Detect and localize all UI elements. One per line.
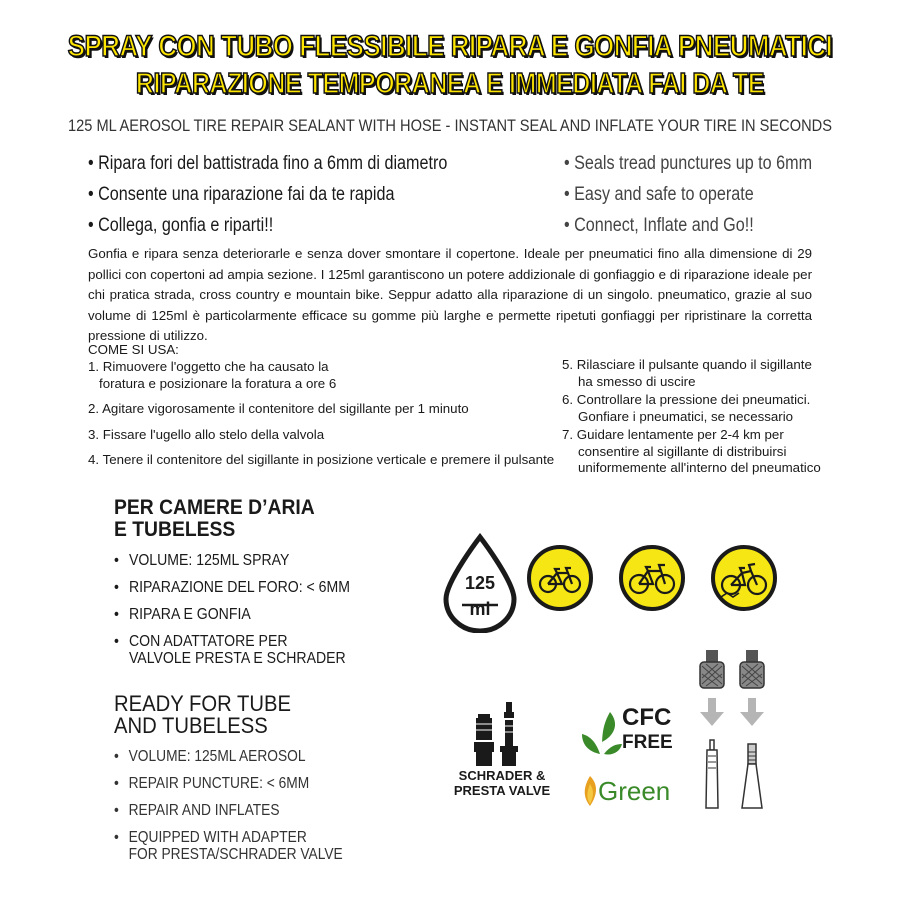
heading-line: READY FOR TUBE	[114, 691, 291, 716]
step-text: Guidare lentamente per 2-4 km per	[576, 427, 784, 442]
step-text: foratura e posizionare la foratura a ore 6	[99, 375, 337, 391]
step-text: Controllare la pressione dei pneumatici.	[576, 392, 811, 407]
features-english	[564, 148, 856, 241]
specs-heading-it	[114, 497, 315, 541]
spec-item: • VOLUME: 125ML SPRAY	[114, 552, 396, 569]
feature-item: • Easy and safe to operate	[564, 184, 754, 205]
step-number: 7.	[562, 427, 574, 442]
spec-item: • CON ADATTATORE PER VALVOLE PRESTA E SCHRADER	[114, 633, 396, 667]
howto-step	[562, 357, 822, 390]
volume-drop-icon	[438, 533, 522, 633]
howto-step	[562, 392, 822, 425]
green-text: Green	[598, 776, 671, 806]
spec-item: • EQUIPPED WITH ADAPTER FOR PRESTA/SCHRADER VALVE	[114, 829, 389, 863]
step-number: 2.	[88, 401, 100, 416]
heading-line: E TUBELESS	[114, 518, 236, 541]
subtitle: 125 ML AEROSOL TIRE REPAIR SEALANT WITH HOSE - INSTANT SEAL AND INFLATE YOUR TIRE IN SECONDS	[68, 116, 832, 135]
title-line-2: RIPARAZIONE TEMPORANEA E IMMEDIATA FAI DA TE	[135, 68, 765, 100]
free-text: FREE	[622, 732, 673, 753]
valve-icon	[462, 700, 542, 768]
spec-item: • RIPARAZIONE DEL FORO: < 6MM	[114, 579, 396, 596]
drop-unit-text: ml	[469, 599, 491, 619]
howto-steps-left	[88, 359, 558, 469]
leaves-icon	[580, 706, 624, 758]
spec-item: • REPAIR AND INFLATES	[114, 802, 389, 819]
step-number: 3.	[88, 426, 100, 442]
howto-step	[88, 427, 558, 444]
spec-item: • RIPARA E GONFIA	[114, 606, 396, 623]
step-number: 6.	[562, 392, 574, 407]
step-text: Rimuovere l'oggetto che ha causato la	[102, 359, 329, 374]
step-number: 4.	[88, 452, 100, 467]
specs-list-it	[114, 552, 434, 677]
heading-line: AND TUBELESS	[114, 713, 268, 738]
green-flame-icon	[580, 774, 600, 808]
cfc-text: CFC	[622, 704, 672, 731]
adapter-cap-icon	[700, 650, 764, 688]
spec-item: • VOLUME: 125ML AEROSOL	[114, 748, 389, 765]
step-text: Agitare vigorosamente il contenitore del sigillante per 1 minuto	[102, 401, 469, 416]
feature-item: • Seals tread punctures up to 6mm	[564, 153, 813, 174]
features-italian	[88, 148, 511, 241]
step-text: Fissare l'ugello allo stelo della valvola	[102, 426, 325, 442]
howto-step	[88, 452, 558, 469]
howto-heading: COME SI USA:	[88, 342, 179, 357]
step-text: uniformemente all'interno del pneumatico	[578, 460, 821, 475]
howto-step	[88, 401, 558, 418]
step-text: Tenere il contenitore del sigillante in posizione verticale e premere il pulsante	[102, 452, 555, 467]
specs-list-en	[114, 748, 434, 873]
spec-item: • REPAIR PUNCTURE: < 6MM	[114, 775, 389, 792]
road-bike-icon	[527, 545, 593, 611]
mountain-bike-icon	[711, 545, 777, 611]
step-number: 1.	[88, 359, 100, 374]
feature-item: • Consente una riparazione fai da te rapida	[88, 184, 395, 205]
title-line-1: SPRAY CON TUBO FLESSIBILE RIPARA E GONFIA PNEUMATICI	[67, 30, 833, 63]
howto-step	[562, 427, 822, 477]
feature-item: • Connect, Inflate and Go!!	[564, 215, 754, 236]
valve-label: SCHRADER & PRESTA VALVE	[453, 768, 551, 798]
product-description: Gonfia e ripara senza deteriorarle e senza dover smontare il copertone. Ideale per pneumatici fino alla dimensione di 29 pollici con copertoni ad ampia sezione. I 125ml garantiscono un potere addizionale di gonfiaggio e di riparazione ideale per chi pratica strada, cross country e mountain bike. Seppur adatto alla riparazione di un singolo. pneumatico, grazie al suo volume di 125ml è particolarmente efficace su gomme più larghe e permette ripetuti gonfiaggi per ripristinare la corretta pressione di utilizzo.	[88, 246, 812, 343]
adapter-sequence	[690, 648, 790, 813]
step-text: Rilasciare il pulsante quando il sigillante	[576, 357, 812, 372]
feature-item: • Ripara fori del battistrada fino a 6mm di diametro	[88, 153, 448, 174]
howto-step	[88, 359, 558, 392]
step-text: consentire al sigillante di distribuirsi	[578, 443, 787, 459]
specs-heading-en	[114, 693, 291, 737]
drop-volume-text: 125	[464, 573, 496, 593]
step-text: ha smesso di uscire	[578, 373, 696, 389]
howto-steps-right	[562, 357, 822, 477]
step-text: Gonfiare i pneumatici, se necessario	[578, 408, 794, 424]
heading-line: PER CAMERE D’ARIA	[114, 496, 315, 519]
cross-bike-icon	[619, 545, 685, 611]
step-number: 5.	[562, 357, 574, 372]
feature-item: • Collega, gonfia e riparti!!	[88, 215, 274, 236]
